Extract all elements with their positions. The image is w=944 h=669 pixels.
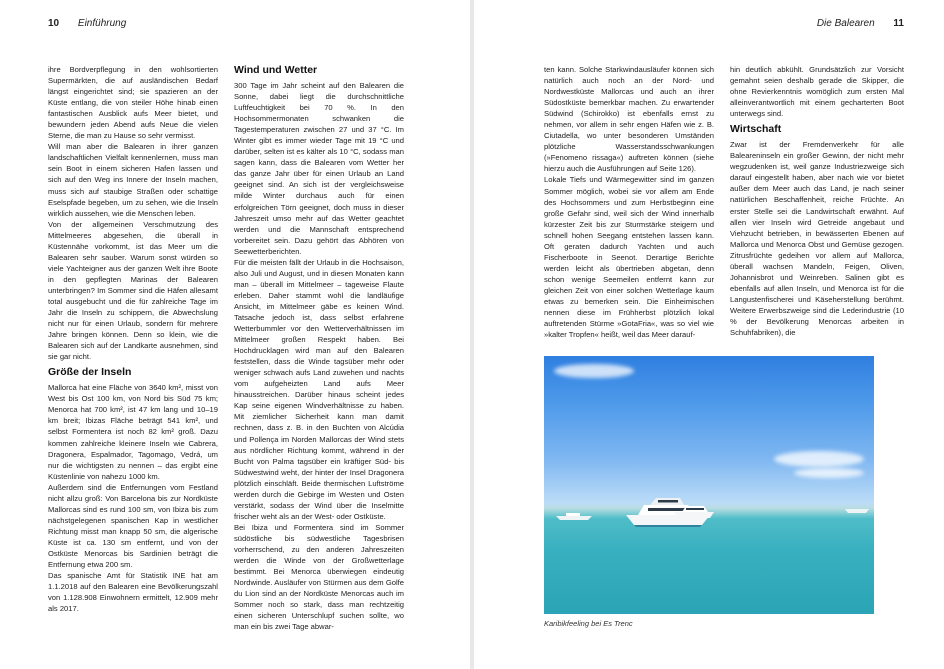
left-page-column-1 (48, 64, 218, 614)
paragraph: Das spanische Amt für Statistik INE hat am 1.1.2018 auf den Balearen eine Bevölkerungszahl von 1.128.908 Einwohnern ermittelt, 12.909 mehr als 2017. (48, 571, 218, 614)
paragraph: Bei Ibiza und Formentera sind im Sommer südöstliche bis südwestliche Tagesbrisen vorherrschend, zu den anderen Jahreszeiten werden die Winde von der Großwetterlage bestimmt. Bei Menorca überwiegen eindeutig Nordwinde. Ausläufer von Stürmen aus dem Golfe du Lion sind an der Nordküste Menorcas auch im Sommer noch so stark, dass man rechtzeitig einen sicheren Unterschlupf suchen sollte, wo man ein bis zwei Tage abwar- (234, 522, 404, 632)
left-page (0, 0, 470, 669)
right-page-header (817, 18, 904, 29)
paragraph: 300 Tage im Jahr scheint auf den Balearen die Sonne, dabei liegt die durchschnittliche Luftfeuchtigkeit bei 70 %. In den Hochsommermonaten schwanken die Tagestemperaturen zwischen 27 und 37 °C. Im Winter gibt es immer wieder Tage mit 19 °C und darüber, selten ist es kälter als 10 °C, sodass man sagen kann, dass die Balearen vom Wetter her das ganze Jahr über für einen Urlaub an Land geeignet sind. An sich ist der vergleichsweise milde Winter durchaus auch für einen erfolgreichen Törn geeignet, doch muss in dieser Jahreszeit umso mehr auf das Wetter geachtet werden und die Mannschaft entsprechend vorbereitet sein. Dazu gehört das Abhören von Seewetterberichten. (234, 81, 404, 256)
left-page-column-2 (234, 64, 404, 632)
cloud-shape (774, 451, 864, 467)
section-heading: Wirtschaft (730, 123, 782, 136)
right-page-column-1 (544, 64, 714, 340)
page-number-left: 10 (48, 18, 60, 29)
paragraph: Von der allgemeinen Verschmutzung des Mittelmeeres abgesehen, die überall in Küstennähe vorkommt, ist das Meer um die Balearen sehr sauber. Warum sonst würden so viele Yachteigner aus der ganzen Welt ihre Boote in den gepflegten Marinas der Balearen unterbringen? Im Sommer sind die Häfen allesamt total ausgebucht und die für zahlreiche Tage im Jahr die Inseln zu schippern, die Abwechslung nicht nur für einen Urlaub, sondern für mehrere Jahre bringen können. Denn so klein, wie die Balearen sich auf der Landkarte ausnehmen, sind sie gar nicht. (48, 219, 218, 362)
paragraph: ten kann. Solche Starkwindausläufer können sich natürlich auch noch an der Nord- und Nordwestküste Mallorcas und auch an ihrer Südostküste bemerkbar machen. Zu erwartender Südwind (Schirokko) ist ebenfalls ernst zu nehmen, vor allem in sehr engen Häfen wie z. B. Ciutadella, wo unter besonderen Umständen plötzliche Wasserstandsschwankungen (»Fenomeno rissaga«) auftreten können (siehe hierzu auch die Ausführungen auf Seite 126). (544, 65, 714, 174)
left-page-header (48, 18, 126, 29)
right-page-column-2 (730, 64, 904, 338)
photo-caption: Karibikfeeling bei Es Trenc (544, 619, 633, 628)
paragraph: hin deutlich abkühlt. Grundsätzlich zur Vorsicht gemahnt seien deshalb gerade die Skipper, die ohne Revierkenntnis womöglich zum ersten Mal alleinverantwortlich mit einem gecharterten Boot unterwegs sind. (730, 65, 904, 119)
page-number-right: 11 (893, 18, 904, 29)
section-heading: Wind und Wetter (234, 64, 318, 76)
paragraph: Zwar ist der Fremdenverkehr für alle Baleareninseln ein großer Gewinn, der nicht mehr wegzudenken ist, weil ganze Industriezweige sich darauf eingestellt haben, aber nach wie vor bietet außer dem Meer auch das Land, je nach seiner natürlichen Beschaffenheit, reiche Früchte. An erster Stelle sei die Landwirtschaft erwähnt. Auf allen vier Inseln wird Getreide angebaut und Viehzucht betrieben, in bewässerten Ebenen auf Mallorca und Menorca Obst und Gemüse gezogen. Zitrusfrüchte gedeihen vor allem auf Mallorca, überall wachsen Mandeln, Feigen, Oliven, Johannisbrot und Weinreben. Salinen gibt es ebenfalls auf allen Inseln, und Menorca ist für die Langustenfischerei und Käseherstellung berühmt. Weitere Erwerbszweige sind die Lederindustrie (10 % der Bevölkerung Menorcas arbeiten in Schuhfabriken), die (730, 140, 904, 338)
paragraph: Außerdem sind die Entfernungen vom Festland nicht allzu groß: Von Barcelona bis zur Nordküste Mallorcas sind es rund 100 sm, von Ibiza bis zum nächstgelegenen spanischen Kap in westlicher Richtung misst man knapp 50 sm, die algerische Küste ist ca. 130 sm entfernt, und von der Ostküste Menorcas bis Sardinien beträgt die Entfernung etwa 200 sm. (48, 482, 218, 570)
paragraph: Mallorca hat eine Fläche von 3640 km², misst von West bis Ost 100 km, von Nord bis Süd 75 km; Menorca hat 700 km², ist 47 km lang und 10–19 km breit; Ibizas Fläche beträgt 541 km², und selbst Formentera ist noch 82 km² groß. Dazu kommen zahlreiche kleinere Inseln wie Cabrera, Dragonera, Espalmador, Tagomago, Vedrá, um nur die wichtigsten zu nennen – das ergibt eine Küstenlinie von nahezu 1000 km. (48, 383, 218, 481)
yacht-photo (544, 356, 874, 614)
paragraph: Lokale Tiefs und Wärmegewitter sind im ganzen Sommer möglich, wobei sie vor allem am Ende des Hochsommers und zum Herbstbeginn eine große Gefahr sind, weil sich der Wind innerhalb kürzester Zeit bis zur Sturmstärke steigern und schnell hohen Seegang entstehen lassen kann. Oft geraten dadurch Yachten und auch Fischerboote in Seenot. Derartige Berichte werden leicht als übertrieben abgetan, denn schon wenige Seemeilen entfernt kann zur gleichen Zeit von einer solchen Wetterlage kaum etwas zu bemerken sein. Die Einheimischen nennen diese im Frühherbst plötzlich lokal auftretenden Stürme »GotaFria«, was so viel wie »kalter Tropfen« heißt, weil das Meer darauf- (544, 175, 714, 340)
paragraph: Will man aber die Balearen in ihrer ganzen landschaftlichen Vielfalt kennenlernen, muss man sein Boot in einem sicheren Hafen lassen und sich auf den Weg ins Innere der Inseln machen, muss sich auf staubige Straßen oder schattige Eselspfade begeben, um zu sehen, wie die Inseln wirklich aussehen, wie die Menschen leben. (48, 142, 218, 218)
cloud-shape (794, 468, 864, 478)
paragraph: ihre Bordverpflegung in den wohlsortierten Supermärkten, die auf ausländischen Bedarf längst eingerichtet sind; sie spazieren an der Küste entlang, die von steiler Höhe hinab einen fantastischen Ausblick aufs Meer bietet, und bewundern jeden Abend aufs Neue die vielen Sterne, die man zu Hause so sehr vermisst. (48, 65, 218, 141)
distant-boat-icon (844, 504, 870, 514)
paragraph: Für die meisten fällt der Urlaub in die Hochsaison, also Juli und August, und in diesen Monaten kann man – überall im Mittelmeer – tageweise Flaute erleben. Daher stammt wohl die landläufige Ansicht, im Mittelmeer gäbe es keinen Wind. Tatsache jedoch ist, dass selbst erfahrene Wetterbummler vor den Wetterverhältnissen im Mittelmeer großen Respekt haben. Bei Hochdrucklagen wird man auf den Balearen feststellen, dass die Winde tagsüber mehr oder weniger schwach aufs Land zuwehen und nachts vom aufgeheizten Land aufs Meer hinausstreichen. Darüber hinaus scheint jedes Kap seine eigenen Windverhältnisse zu haben. Mit ziemlicher Sicherheit kann man damit rechnen, dass z. B. in den Buchten von Alcúdia und Pollença im Norden Mallorcas der Wind stets aus nördlicher Richtung kommt, während in der Bucht von Palma tagsüber ein kräftiger Süd- bis Südwestwind weht, der hinter der Insel Dragonera plötzlich einschläft. Beide thermischen Luftströme werden durch die Gebirge im Westen und Osten verstärkt, sodass der Wind über die Inselmitte frischer weht als an der West- oder Ostküste. (234, 257, 404, 521)
distant-boat-icon (554, 510, 594, 522)
yacht-icon (672, 499, 716, 521)
running-title-left: Einführung (77, 18, 127, 29)
section-heading: Größe der Inseln (48, 366, 132, 379)
cloud-shape (554, 364, 634, 378)
running-title-right: Die Balearen (816, 18, 875, 29)
